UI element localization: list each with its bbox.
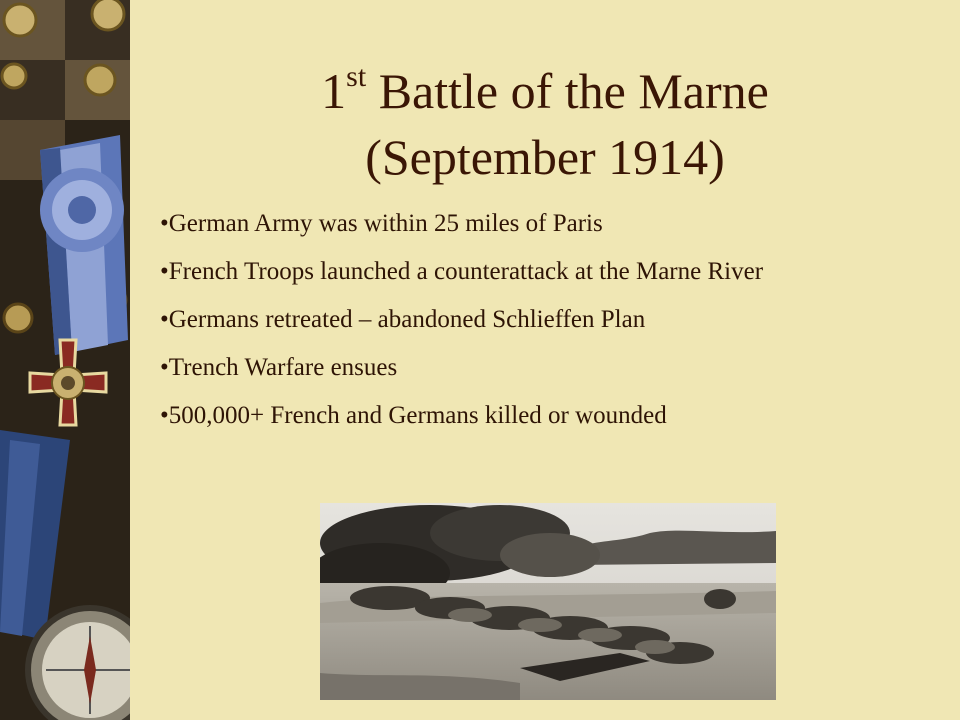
title-number: 1 [321,63,347,119]
bullet-item: •French Troops launched a counterattack at the Marne River [160,258,764,285]
bullet-item: •German Army was within 25 miles of Paris [160,210,603,237]
battlefield-photo [320,503,776,700]
title-ordinal-suffix: st [346,60,367,93]
bullet-list [160,210,900,450]
title-line-2: (September 1914) [365,129,725,185]
slide-content [130,0,960,720]
title-text: Battle of the Marne [366,63,769,119]
compass-icon [28,608,130,720]
bullet-item: •Trench Warfare ensues [160,354,398,381]
side-collage-image [0,0,130,720]
bullet-item: •500,000+ French and Germans killed or wounded [160,402,667,429]
rosette-icon [40,168,124,252]
bullet-item: •Germans retreated – abandoned Schlieffen Plan [160,306,646,333]
title-line-1 [130,58,960,124]
slide-title [130,58,960,190]
